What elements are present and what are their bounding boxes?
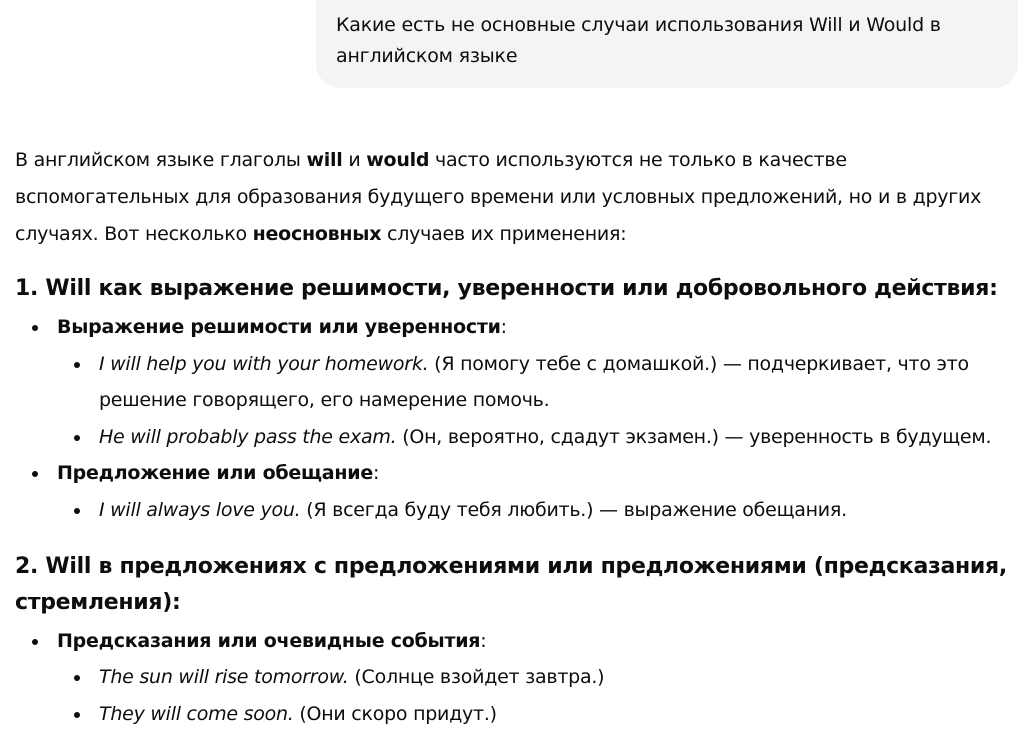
intro-text-1: В английском языке глаголы (15, 149, 307, 171)
example-explanation: (Они скоро придут.) (293, 702, 497, 725)
example-explanation: (Я помогу тебе с домашкой.) — подчеркивает, что это решение говорящего, его намерение помочь. (99, 352, 969, 412)
section-2-title: 2. Will в предложениях с предложениями или предложениями (предсказания, стремления): (15, 553, 1007, 615)
example-english: I will help you with your homework. (99, 352, 429, 375)
section-2-item-1 (15, 623, 1025, 733)
intro-and: и (342, 149, 367, 171)
item-label: Выражение решимости или уверенности (57, 316, 501, 338)
example-item (57, 346, 1025, 419)
example-item (57, 492, 1025, 529)
section-1-list (15, 309, 1025, 529)
example-explanation: (Он, вероятно, сдадут экзамен.) — уверенность в будущем. (396, 425, 992, 448)
section-2-item-1-examples (57, 659, 1025, 732)
user-message-bubble (316, 0, 1018, 88)
item-colon: : (372, 462, 380, 485)
section-1-item-2-examples (57, 492, 1025, 529)
intro-text-3: случаев их применения: (381, 223, 627, 245)
example-explanation: (Солнце взойдет завтра.) (348, 666, 605, 689)
example-english: He will probably pass the exam. (99, 425, 397, 448)
example-english: They will come soon. (99, 702, 294, 725)
section-1-item-2 (15, 455, 1025, 528)
section-1-item-1 (15, 309, 1025, 455)
example-english: I will always love you. (99, 498, 301, 521)
intro-text-2: часто используются не только в качестве вспомогательных для образования будущего времени или условных предложений, но и в других случаях. Вот несколько (15, 149, 982, 245)
item-colon: : (480, 629, 487, 652)
item-label: Предсказания или очевидные события (57, 629, 481, 652)
example-item (57, 419, 1025, 456)
intro-nonbasic: неосновных (252, 223, 382, 245)
item-label: Предложение или обещание (57, 462, 373, 485)
example-explanation: (Я всегда буду тебя любить.) — выражение обещания. (300, 498, 847, 521)
example-item (57, 659, 1025, 696)
example-item (57, 696, 1025, 733)
item-colon: : (500, 316, 507, 338)
intro-would: would (366, 149, 430, 171)
section-2-list (15, 623, 1025, 733)
user-message-line-2: английском языке (336, 45, 518, 67)
section-1-title: 1. Will как выражение решимости, уверенности или добровольного действия: (15, 276, 998, 301)
intro-paragraph (15, 142, 1023, 253)
assistant-answer (15, 142, 1025, 732)
intro-will: will (306, 149, 343, 171)
example-english: The sun will rise tomorrow. (99, 666, 349, 689)
section-1-item-1-examples (57, 346, 1025, 456)
user-message-line-1: Какие есть не основные случаи использования Will и Would в (336, 14, 941, 36)
